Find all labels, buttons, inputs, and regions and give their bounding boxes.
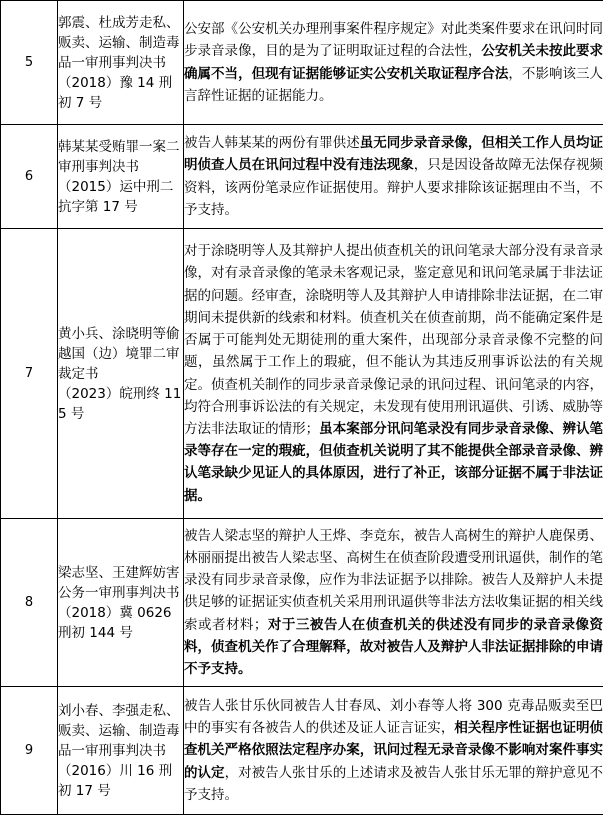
table-row [1, 519, 603, 687]
case-excerpt [184, 1, 603, 125]
case-excerpt [184, 229, 603, 519]
excerpt-text: ，只是因设备故障无法保存视频资料，该两份笔录应作证据使用。辩护人要求排除该证据理由不当，不予支持。 [184, 157, 603, 218]
table-row [1, 687, 603, 815]
excerpt-text: 被告人梁志坚的辩护人王烨、李竞东，被告人高树生的辩护人鹿保勇、林丽丽提出被告人梁志坚、高树生在侦查阶段遭受刑讯逼供，制作的笔录没有同步录音录像，应作为非法证据予以排除。被告人及辩护人未提供足够的证据证实侦查机关采用刑讯逼供等非法方法收集证据的相关线索或者材料； [184, 527, 603, 633]
case-excerpt [184, 125, 603, 229]
table-row [1, 125, 603, 229]
case-title: 韩某某受贿罪一案二审刑事判决书 （2015）运中刑二抗字第 17 号 [58, 125, 184, 229]
row-number: 7 [1, 229, 58, 519]
excerpt-bold-text: 相关程序性证据也证明侦查机关严格依照法定程序办案，讯问过程无录音录像不影响对案件事实的认定 [184, 720, 603, 781]
row-number: 9 [1, 687, 58, 815]
case-title: 梁志坚、王建辉妨害公务一审刑事判决书 （2018）冀 0626 刑初 144 号 [58, 519, 184, 687]
table-row [1, 1, 603, 125]
excerpt-text: ，对被告人张甘乐的上述请求及被告人张甘乐无罪的辩护意见不予支持。 [184, 764, 603, 803]
row-number: 5 [1, 1, 58, 125]
case-title: 黄小兵、涂晓明等偷越国（边）境罪二审裁定书 （2023）皖刑终 115 号 [58, 229, 184, 519]
row-number: 8 [1, 519, 58, 687]
excerpt-text: 对于涂晓明等人及其辩护人提出侦查机关的讯问笔录大部分没有录音录像，对有录音录像的笔录未客观记录，鉴定意见和讯问笔录属于非法证据的问题。经审查，涂晓明等人及其辩护人申请排除非法证据，在二审期间未提供新的线索和材料。侦查机关在侦查前期，尚不能确定案件是否属于可能判处无期徒刑的重大案件，出现部分录音录像不完整的问题，虽然属于工作上的瑕疵，但不能认为其违反刑事诉讼法的有关规定。侦查机关制作的同步录音录像记录的讯问过程、讯问笔录的内容，均符合刑事诉讼法的有关规定，未发现有使用刑讯逼供、引诱、威胁等方法非法取证的情形； [184, 243, 603, 437]
case-excerpt [184, 519, 603, 687]
case-title: 刘小春、李强走私、贩卖、运输、制造毒品一审刑事判决书 （2016）川 16 刑初 17 号 [58, 687, 184, 815]
excerpt-bold-text: 虽无同步录音录像，但相关工作人员均证明侦查人员在讯问过程中没有违法现象 [184, 135, 603, 174]
excerpt-text: 被告人韩某某的两份有罪供述 [184, 135, 360, 152]
excerpt-text: 被告人张甘乐伙同被告人甘春凤、刘小春等人将 300 克毒品贩卖至巴中的事实有各被告人的供述及证人证言证实， [184, 697, 603, 737]
row-number: 6 [1, 125, 58, 229]
excerpt-bold-text: 对于三被告人在侦查机关的供述没有同步的录音录像资料，侦查机关作了合理解释，故对被告人及辩护人非法证据排除的申请不予支持。 [184, 616, 603, 677]
table-row [1, 229, 603, 519]
case-excerpt [184, 687, 603, 815]
excerpt-text: 公安部《公安机关办理刑事案件程序规定》对此类案件要求在讯问时同步录音录像，目的是为了证明取证过程的合法性， [184, 21, 603, 60]
excerpt-bold-text: 公安机关未按此要求确属不当，但现有证据能够证实公安机关取证程序合法 [184, 43, 603, 82]
case-title: 郭震、杜成芳走私、贩卖、运输、制造毒品一审刑事判决书 （2018）豫 14 刑初 7 号 [58, 1, 184, 125]
excerpt-text: ，不影响该三人言辞性证据的证据能力。 [184, 65, 603, 104]
excerpt-bold-text: 虽本案部分讯问笔录没有同步录音录像、辨认笔录等存在一定的瑕疵，但侦查机关说明了其不能提供全部录音录像、辨认笔录缺少见证人的具体原因，进行了补正，该部分证据不属于非法证据。 [184, 420, 603, 504]
